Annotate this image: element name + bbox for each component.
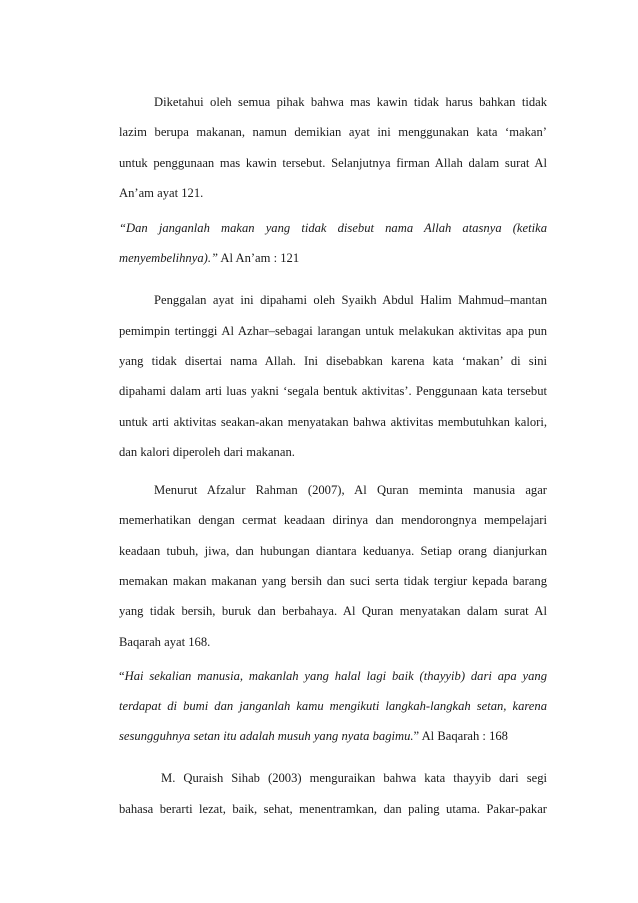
paragraph-line: yang tidak disertai nama Allah. Ini disebabkan karena kata ‘makan’ di sini [119,354,547,368]
paragraph-line: dipahami dalam arti luas yakni ‘segala bentuk aktivitas’. Penggunaan kata tersebut [119,384,547,398]
paragraph-line: Diketahui oleh semua pihak bahwa mas kawin tidak harus bahkan tidak [154,95,547,109]
quote-line [119,668,547,684]
paragraph-line: memakan makan makanan yang bersih dan suci serta tidak tergiur kepada barang [119,574,547,588]
paragraph-line: untuk penggunaan mas kawin tersebut. Selanjutnya firman Allah dalam surat Al [119,156,547,170]
paragraph-line: lazim berupa makanan, namun demikian ayat ini menggunakan kata ‘makan’ [119,125,547,139]
paragraph-line: memerhatikan dengan cermat keadaan dirinya dan mendorongnya mempelajari [119,513,547,527]
paragraph-line: Baqarah ayat 168. [119,635,211,649]
paragraph-line: bahasa berarti lezat, baik, sehat, menentramkan, dan paling utama. Pakar-pakar [119,802,547,816]
paragraph-line: untuk arti aktivitas seakan-akan menyatakan bahwa aktivitas membutuhkan kalori, [119,415,547,429]
quote-line: “Dan janganlah makan yang tidak disebut nama Allah atasnya (ketika [119,221,547,235]
quote-line [119,250,547,266]
quote-source: ” Al Baqarah : 168 [413,729,508,743]
quote-text: sesungguhnya setan itu adalah musuh yang nyata bagimu. [119,729,414,743]
paragraph-line: An’am ayat 121. [119,186,204,200]
quote-line: terdapat di bumi dan janganlah kamu mengikuti langkah-langkah setan, karena [119,699,547,713]
quote-text: Hai sekalian manusia, makanlah yang halal lagi baik (thayyib) dari apa yang [124,669,547,683]
quote-source: Al An’am : 121 [217,251,300,265]
quote-line [119,728,547,744]
paragraph-line: pemimpin tertinggi Al Azhar–sebagai larangan untuk melakukan aktivitas apa pun [119,324,547,338]
paragraph-line: Penggalan ayat ini dipahami oleh Syaikh Abdul Halim Mahmud–mantan [154,293,547,307]
paragraph-line: M. Quraish Sihab (2003) menguraikan bahwa kata thayyib dari segi [161,771,547,785]
quote-text: menyembelihnya).” [119,251,218,265]
paragraph-line: keadaan tubuh, jiwa, dan hubungan diantara keduanya. Setiap orang dianjurkan [119,544,547,558]
paragraph-line: yang tidak bersih, buruk dan berbahaya. Al Quran menyatakan dalam surat Al [119,604,547,618]
quote-open-mark: “ [119,669,125,683]
paragraph-line: dan kalori diperoleh dari makanan. [119,445,295,459]
paragraph-line: Menurut Afzalur Rahman (2007), Al Quran meminta manusia agar [154,483,547,497]
